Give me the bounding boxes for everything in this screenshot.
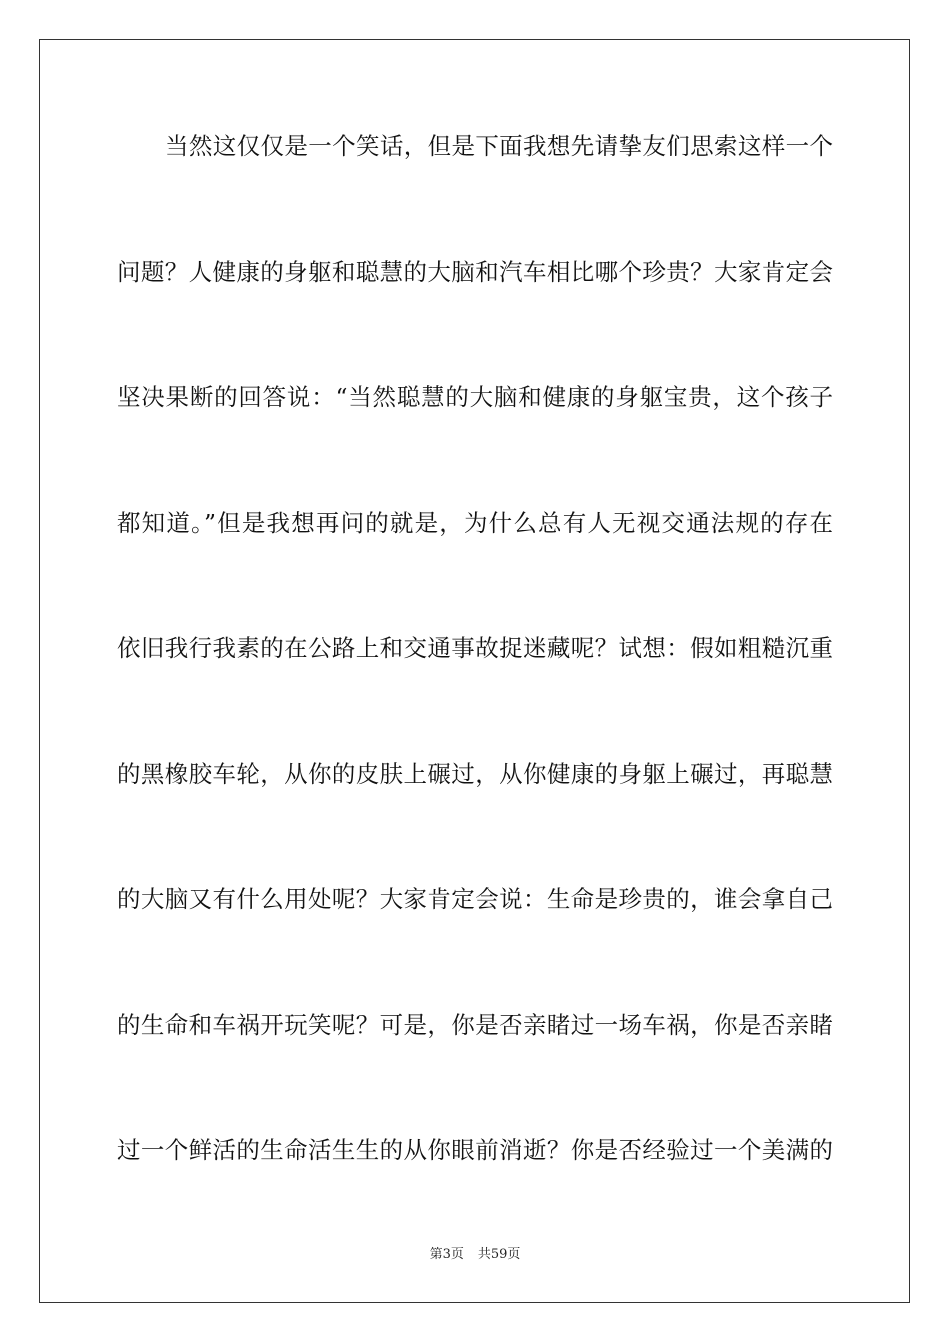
paragraph-line: 过一个鲜活的生命活生生的从你眼前消逝？你是否经验过一个美满的 — [117, 1136, 833, 1164]
paragraph-line: 依旧我行我素的在公路上和交通事故捉迷藏呢？试想：假如粗糙沉重 — [117, 634, 833, 662]
document-body — [117, 126, 833, 1256]
paragraph-line: 问题？人健康的身躯和聪慧的大脑和汽车相比哪个珍贵？大家肯定会 — [117, 257, 833, 286]
paragraph-line: 的大脑又有什么用处呢？大家肯定会说：生命是珍贵的，谁会拿自己 — [117, 885, 833, 913]
page-number: 第3页 — [429, 1247, 464, 1262]
paragraph-line: 的生命和车祸开玩笑呢？可是，你是否亲睹过一场车祸，你是否亲睹 — [117, 1010, 833, 1039]
total-pages: 共59页 — [477, 1247, 521, 1262]
paragraph-line: 都知道。”但是我想再问的就是，为什么总有人无视交通法规的存在 — [117, 508, 833, 537]
paragraph-line: 的黑橡胶车轮，从你的皮肤上碾过，从你健康的身躯上碾过，再聪慧 — [117, 759, 833, 788]
paragraph-line: 坚决果断的回答说：“当然聪慧的大脑和健康的身躯宝贵，这个孩子 — [117, 383, 833, 411]
page-footer — [0, 1246, 950, 1264]
paragraph-line: 当然这仅仅是一个笑话，但是下面我想先请挚友们思索这样一个 — [165, 132, 833, 160]
